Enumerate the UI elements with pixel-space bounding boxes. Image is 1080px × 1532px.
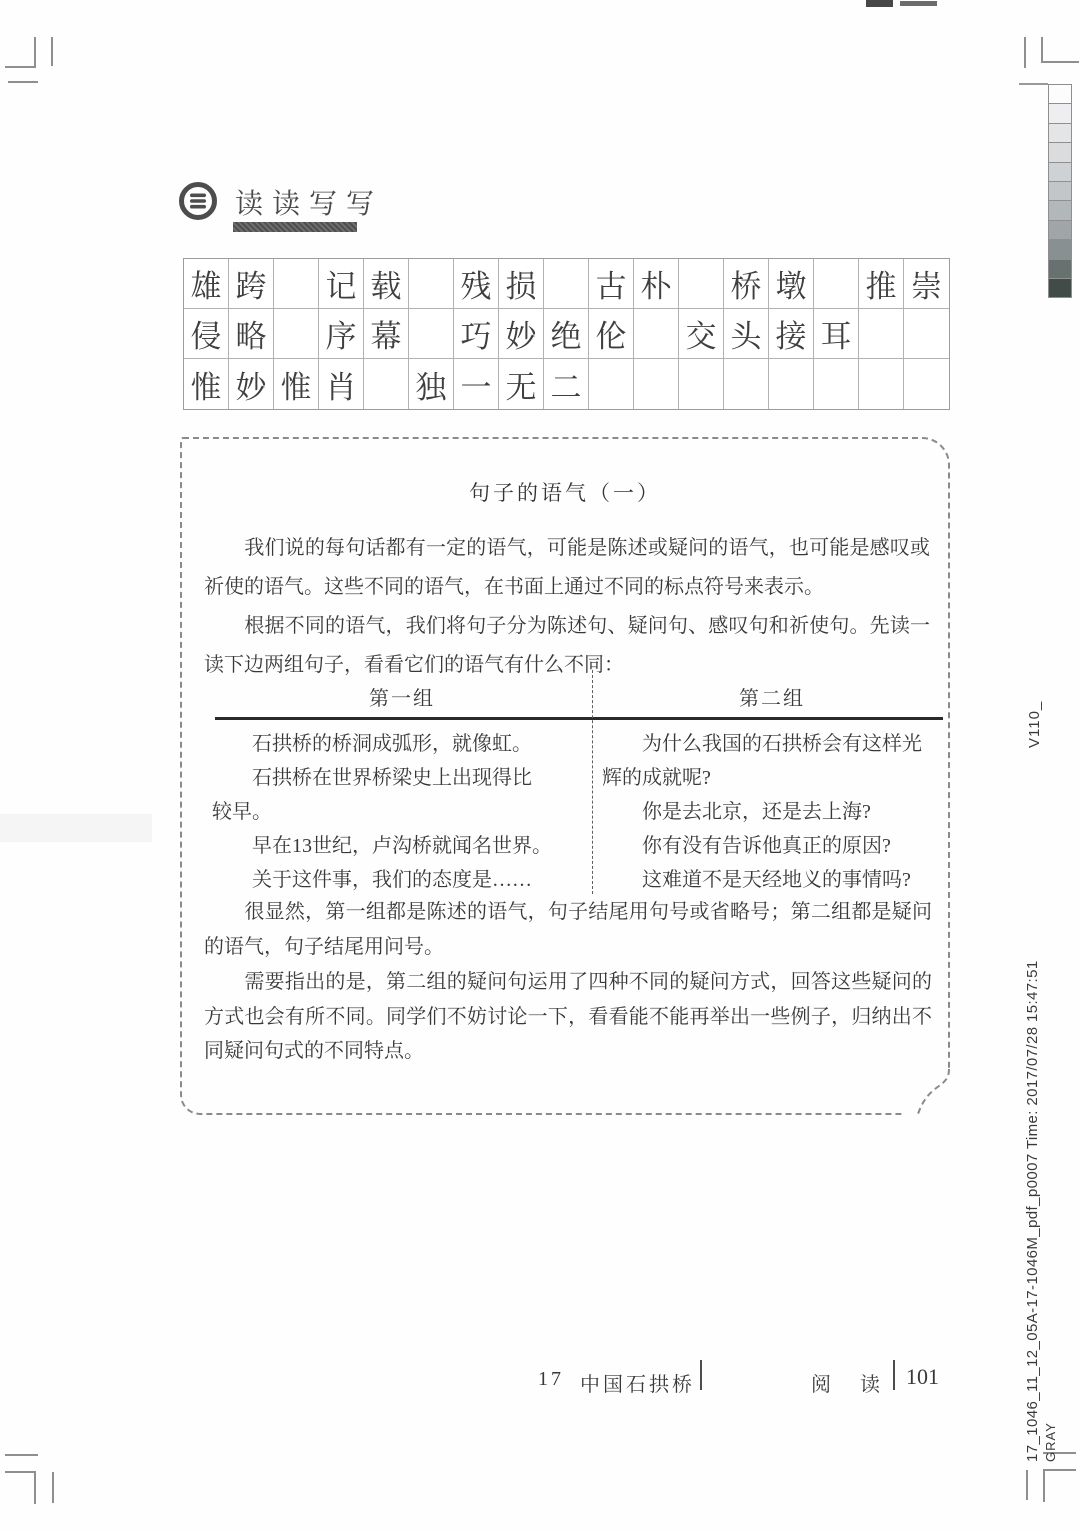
grayscale-step <box>1049 260 1071 279</box>
vocab-cell: 记 <box>319 259 364 309</box>
table-line: 石拱桥在世界桥梁史上出现得比 <box>212 767 532 789</box>
vocab-cell: 巧 <box>454 309 499 359</box>
page-number: 101 <box>906 1364 939 1389</box>
group1-header: 第一组 <box>369 688 435 710</box>
vocab-cell: 墩 <box>769 259 814 309</box>
crop-mark <box>8 81 38 83</box>
crop-mark <box>5 66 35 68</box>
grayscale-tick <box>1019 83 1048 85</box>
col-2-lines <box>602 727 938 897</box>
vocab-cell: 无 <box>499 359 544 409</box>
table-header-rule <box>215 717 943 720</box>
table-line: 你是去北京，还是去上海? <box>602 801 871 823</box>
crop-mark <box>51 37 53 66</box>
vocab-cell: 残 <box>454 259 499 309</box>
vocab-cell: 接 <box>769 309 814 359</box>
box-paragraphs <box>204 529 930 685</box>
crop-mark <box>1024 37 1026 68</box>
box-paragraphs-after <box>204 895 932 1070</box>
crop-mark <box>5 1471 36 1473</box>
vocab-cell <box>364 359 409 409</box>
vocab-cell: 独 <box>409 359 454 409</box>
chapter-number: 17 <box>538 1368 564 1390</box>
col-1-lines <box>212 727 584 897</box>
vocab-cell: 古 <box>589 259 634 309</box>
table-line: 辉的成就呢? <box>602 767 711 789</box>
vocab-cell: 载 <box>364 259 409 309</box>
crop-mark <box>1043 1469 1076 1471</box>
vocab-cell <box>904 359 949 409</box>
table-line: 早在13世纪，卢沟桥就闻名世界。 <box>212 835 552 857</box>
grayscale-step <box>1049 279 1071 297</box>
group2-header: 第二组 <box>739 688 805 710</box>
vocab-cell <box>409 259 454 309</box>
grayscale-step <box>1049 240 1071 259</box>
vocab-cell: 惟 <box>184 359 229 409</box>
vocab-cell: 幕 <box>364 309 409 359</box>
vocab-cell: 妙 <box>229 359 274 409</box>
grayscale-step <box>1049 85 1071 104</box>
vocab-cell <box>814 259 859 309</box>
crop-mark <box>34 37 36 68</box>
vocab-cell: 耳 <box>814 309 859 359</box>
vocab-cell <box>814 359 859 409</box>
crop-mark <box>1026 1470 1028 1500</box>
vocab-cell <box>724 359 769 409</box>
footer-divider <box>700 1360 702 1390</box>
scan-smudge <box>900 1 937 6</box>
vocab-cell: 跨 <box>229 259 274 309</box>
footer-section-label: 阅 读 <box>811 1374 892 1396</box>
grayscale-step <box>1049 201 1071 220</box>
table-column-divider <box>592 670 593 894</box>
scan-color-mode: GRAY <box>1043 1422 1058 1462</box>
vocab-cell: 崇 <box>904 259 949 309</box>
vocab-grid <box>183 258 950 410</box>
vocab-cell: 雄 <box>184 259 229 309</box>
section-title: 读读写写 <box>235 189 384 220</box>
table-line: 你有没有告诉他真正的原因? <box>602 835 891 857</box>
corner-notch-curve <box>904 1069 950 1115</box>
vocab-cell: 朴 <box>634 259 679 309</box>
scan-file-info: 17_1046_11_12_05A-17-1046M_pdf_p0007 Time: 2017/07/28 15:47:51 <box>1024 960 1041 1462</box>
vocab-cell: 绝 <box>544 309 589 359</box>
vocab-cell <box>589 359 634 409</box>
proof-code: V110_ <box>1026 700 1043 748</box>
vocab-cell: 肖 <box>319 359 364 409</box>
grammar-box <box>180 437 950 1115</box>
chapter-title: 中国石拱桥 <box>580 1374 695 1396</box>
vocab-cell <box>859 309 904 359</box>
table-line: 石拱桥的桥洞成弧形，就像虹。 <box>212 733 532 755</box>
vocab-cell: 头 <box>724 309 769 359</box>
vocab-cell <box>904 309 949 359</box>
vocab-cell: 序 <box>319 309 364 359</box>
section-title-underline <box>233 222 357 232</box>
vocab-cell: 惟 <box>274 359 319 409</box>
vocab-cell: 伦 <box>589 309 634 359</box>
vocab-cell <box>859 359 904 409</box>
vocab-cell <box>274 259 319 309</box>
vocab-cell <box>679 259 724 309</box>
grayscale-step <box>1049 221 1071 240</box>
vocab-cell <box>634 359 679 409</box>
box-para: 很显然，第一组都是陈述的语气，句子结尾用句号或省略号；第二组都是疑问的语气，句子结尾用问号。 <box>204 901 932 958</box>
box-para: 我们说的每句话都有一定的语气，可能是陈述或疑问的语气，也可能是感叹或祈使的语气。这些不同的语气，在书面上通过不同的标点符号来表示。 <box>204 537 930 598</box>
grayscale-calibration-bar <box>1048 84 1072 298</box>
grayscale-step <box>1049 104 1071 123</box>
vocab-cell <box>409 309 454 359</box>
vocab-cell <box>544 259 589 309</box>
vocab-cell: 一 <box>454 359 499 409</box>
crop-mark <box>5 1454 38 1456</box>
vocab-cell: 妙 <box>499 309 544 359</box>
vocab-cell: 二 <box>544 359 589 409</box>
vocab-cell <box>769 359 814 409</box>
vocab-cell: 损 <box>499 259 544 309</box>
crop-mark <box>1041 61 1079 63</box>
box-para: 根据不同的语气，我们将句子分为陈述句、疑问句、感叹句和祈使句。先读一读下边两组句子，看看它们的语气有什么不同： <box>204 615 930 676</box>
footer-chapter <box>538 1368 695 1397</box>
table-line: 较早。 <box>212 801 272 823</box>
footer-divider <box>893 1360 895 1390</box>
crop-mark <box>52 1472 54 1503</box>
vocab-cell: 桥 <box>724 259 769 309</box>
scan-artifact <box>0 814 152 842</box>
crop-mark <box>1041 37 1043 63</box>
vocab-cell <box>679 359 724 409</box>
vocab-cell: 交 <box>679 309 724 359</box>
circle-list-icon <box>178 181 218 221</box>
crop-mark <box>1043 1469 1045 1502</box>
table-line: 为什么我国的石拱桥会有这样光 <box>602 733 922 755</box>
vocab-cell <box>634 309 679 359</box>
crop-mark <box>34 1471 36 1504</box>
scan-smudge <box>866 0 893 7</box>
box-para: 需要指出的是，第二组的疑问句运用了四种不同的疑问方式，回答这些疑问的方式也会有所不同。同学们不妨讨论一下，看看能不能再举出一些例子，归纳出不同疑问句式的不同特点。 <box>204 971 932 1062</box>
vocab-cell <box>274 309 319 359</box>
table-line: 这难道不是天经地义的事情吗? <box>602 869 911 891</box>
grayscale-step <box>1049 163 1071 182</box>
vocab-cell: 侵 <box>184 309 229 359</box>
grayscale-step <box>1049 143 1071 162</box>
table-line: 关于这件事，我们的态度是…… <box>212 869 532 891</box>
vocab-cell: 略 <box>229 309 274 359</box>
vocab-cell: 推 <box>859 259 904 309</box>
grayscale-step <box>1049 182 1071 201</box>
grayscale-step <box>1049 124 1071 143</box>
grammar-box-title: 句子的语气（一） <box>469 481 661 505</box>
